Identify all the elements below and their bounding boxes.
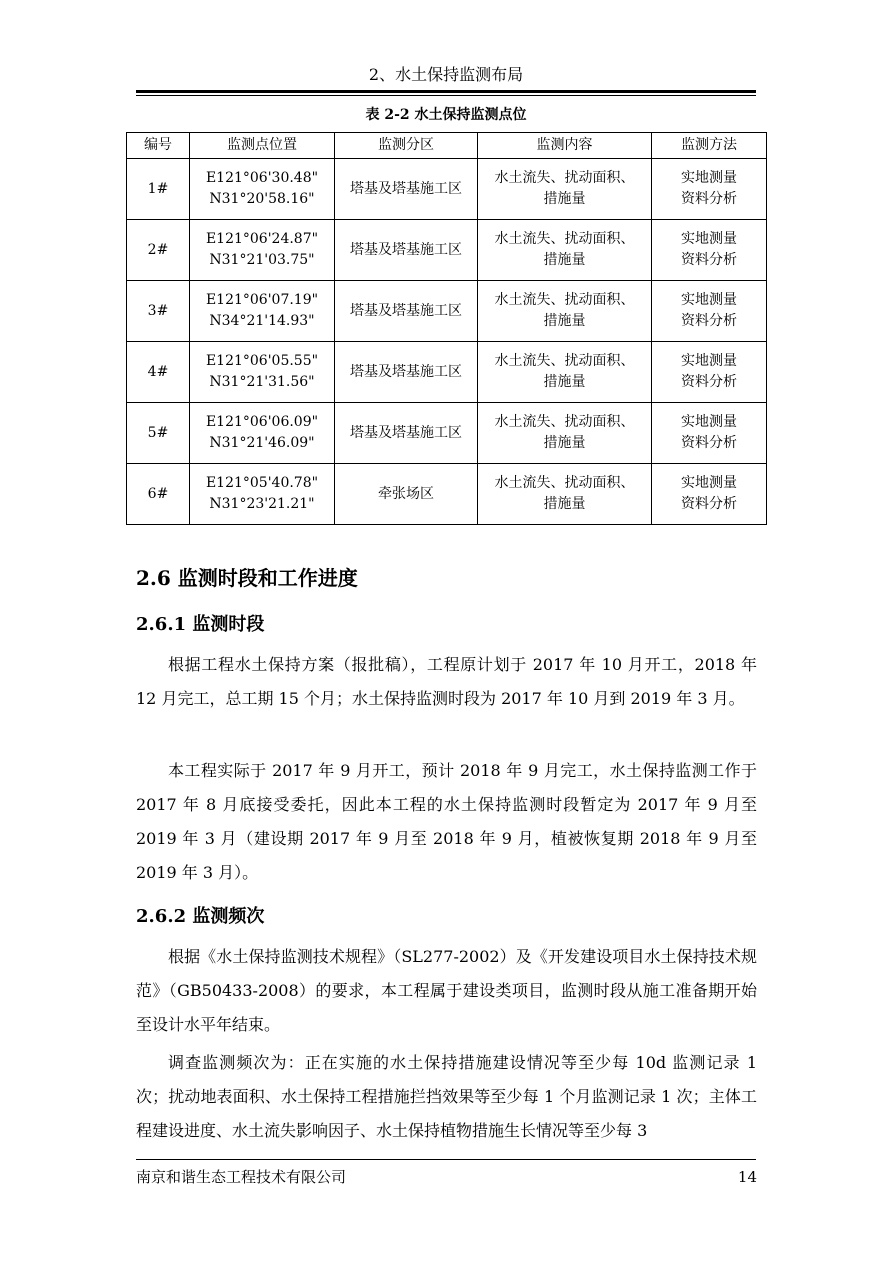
point-location-cell	[190, 403, 335, 464]
monitoring-method-cell-text: 实地测量	[681, 292, 737, 308]
point-id-cell-text: 4#	[147, 363, 169, 380]
point-id-cell	[127, 403, 190, 464]
monitoring-zone-cell-text: 塔基及塔基施工区	[350, 180, 462, 197]
monitoring-content-cell-text: 措施量	[543, 435, 586, 451]
column-header: 编号	[127, 133, 190, 159]
header-divider-thick	[136, 90, 756, 93]
monitoring-method-cell-text: 实地测量	[681, 170, 737, 186]
point-id-cell-text: 2#	[147, 241, 169, 258]
table-row	[127, 159, 767, 220]
point-location-cell	[190, 342, 335, 403]
monitoring-content-cell-text: 措施量	[543, 191, 586, 207]
footer-divider	[136, 1159, 756, 1160]
monitoring-method-cell-text: 资料分析	[681, 252, 737, 268]
monitoring-method-cell-text: 资料分析	[681, 191, 737, 207]
monitoring-content-cell-text: 水土流失、扰动面积、	[494, 170, 635, 186]
table-row	[127, 342, 767, 403]
monitoring-content-cell-text: 水土流失、扰动面积、	[494, 475, 635, 491]
monitoring-method-cell	[652, 464, 767, 525]
point-location-cell-text: E121°06'05.55"	[205, 353, 319, 369]
paragraph: 根据《水土保持监测技术规程》（SL277-2002）及《开发建设项目水土保持技术规范》（GB50433-2008）的要求，本工程属于建设类项目，监测时段从施工准备期开始至设计水平年结束。	[136, 947, 757, 1034]
subsection-heading: 2.6.1 监测时段	[136, 614, 265, 635]
section-heading: 2.6 监测时段和工作进度	[136, 566, 358, 590]
monitoring-method-cell-text: 实地测量	[681, 353, 737, 369]
monitoring-method-cell	[652, 220, 767, 281]
running-header: 2、水土保持监测布局	[368, 65, 524, 84]
monitoring-zone-cell	[335, 464, 478, 525]
table-header-row	[127, 133, 767, 159]
monitoring-zone-cell	[335, 281, 478, 342]
point-location-cell-text: E121°06'06.09"	[205, 414, 319, 430]
monitoring-zone-cell-text: 塔基及塔基施工区	[350, 241, 462, 258]
point-location-cell-text: E121°06'30.48"	[205, 170, 319, 186]
monitoring-zone-cell	[335, 342, 478, 403]
monitoring-content-cell-text: 水土流失、扰动面积、	[494, 231, 635, 247]
monitoring-content-cell	[478, 464, 652, 525]
monitoring-content-cell-text: 措施量	[543, 252, 586, 268]
point-id-cell	[127, 342, 190, 403]
page-number: 14	[737, 1168, 757, 1186]
monitoring-content-cell	[478, 159, 652, 220]
monitoring-content-cell	[478, 342, 652, 403]
table-caption: 表 2-2 水土保持监测点位	[365, 107, 527, 123]
monitoring-method-cell-text: 资料分析	[681, 313, 737, 329]
point-id-cell	[127, 159, 190, 220]
column-header: 监测内容	[478, 133, 652, 159]
monitoring-zone-cell	[335, 220, 478, 281]
monitoring-content-cell-text: 水土流失、扰动面积、	[494, 414, 635, 430]
point-location-cell-text: N31°23'21.21"	[209, 496, 315, 512]
table-row	[127, 403, 767, 464]
monitoring-method-cell-text: 实地测量	[681, 231, 737, 247]
monitoring-method-cell-text: 资料分析	[681, 374, 737, 390]
point-location-cell	[190, 159, 335, 220]
monitoring-method-cell	[652, 159, 767, 220]
point-location-cell-text: E121°06'07.19"	[205, 292, 319, 308]
point-location-cell	[190, 281, 335, 342]
column-header: 监测方法	[652, 133, 767, 159]
paragraph: 本工程实际于 2017 年 9 月开工，预计 2018 年 9 月完工，水土保持监测工作于 2017 年 8 月底接受委托，因此本工程的水土保持监测时段暂定为 2017 年 9 月至 2019 年 3 月（建设期 2017 年 9 月至 2018 年 9 月，植被恢复期 2018 年 9 月至 2019 年 3 月）。	[136, 761, 757, 882]
monitoring-zone-cell-text: 塔基及塔基施工区	[350, 302, 462, 319]
point-id-cell-text: 5#	[147, 424, 169, 441]
monitoring-zone-cell-text: 塔基及塔基施工区	[350, 424, 462, 441]
column-header: 监测分区	[335, 133, 478, 159]
monitoring-zone-cell	[335, 159, 478, 220]
point-id-cell-text: 3#	[147, 302, 169, 319]
monitoring-points-table	[126, 132, 767, 525]
point-location-cell-text: E121°05'40.78"	[205, 475, 319, 491]
point-id-cell-text: 1#	[147, 180, 169, 197]
monitoring-content-cell	[478, 220, 652, 281]
point-location-cell	[190, 220, 335, 281]
monitoring-method-cell-text: 资料分析	[681, 435, 737, 451]
monitoring-method-cell-text: 资料分析	[681, 496, 737, 512]
footer-company: 南京和谐生态工程技术有限公司	[136, 1168, 347, 1186]
point-location-cell-text: N31°20'58.16"	[209, 191, 315, 207]
table-row	[127, 281, 767, 342]
table-row	[127, 220, 767, 281]
monitoring-method-cell	[652, 342, 767, 403]
table-row	[127, 464, 767, 525]
point-location-cell-text: N34°21'14.93"	[209, 313, 315, 329]
column-header: 监测点位置	[190, 133, 335, 159]
monitoring-method-cell-text: 实地测量	[681, 475, 737, 491]
header-divider-thin	[136, 95, 756, 96]
monitoring-content-cell	[478, 403, 652, 464]
paragraph: 根据工程水土保持方案（报批稿），工程原计划于 2017 年 10 月开工，2018 年 12 月完工，总工期 15 个月；水土保持监测时段为 2017 年 10 月到 2019 年 3 月。	[136, 655, 757, 708]
point-location-cell-text: N31°21'31.56"	[209, 374, 315, 390]
point-id-cell	[127, 220, 190, 281]
point-id-cell	[127, 464, 190, 525]
point-location-cell-text: E121°06'24.87"	[205, 231, 319, 247]
monitoring-content-cell-text: 措施量	[543, 313, 586, 329]
point-id-cell-text: 6#	[147, 485, 169, 502]
monitoring-method-cell	[652, 403, 767, 464]
monitoring-content-cell-text: 措施量	[543, 496, 586, 512]
point-location-cell	[190, 464, 335, 525]
monitoring-content-cell	[478, 281, 652, 342]
monitoring-content-cell-text: 措施量	[543, 374, 586, 390]
point-location-cell-text: N31°21'46.09"	[209, 435, 315, 451]
subsection-heading: 2.6.2 监测频次	[136, 906, 265, 927]
monitoring-method-cell	[652, 281, 767, 342]
monitoring-zone-cell-text: 塔基及塔基施工区	[350, 363, 462, 380]
monitoring-zone-cell	[335, 403, 478, 464]
point-id-cell	[127, 281, 190, 342]
monitoring-content-cell-text: 水土流失、扰动面积、	[494, 292, 635, 308]
monitoring-zone-cell-text: 牵张场区	[378, 485, 434, 502]
monitoring-method-cell-text: 实地测量	[681, 414, 737, 430]
point-location-cell-text: N31°21'03.75"	[209, 252, 315, 268]
monitoring-content-cell-text: 水土流失、扰动面积、	[494, 353, 635, 369]
paragraph: 调查监测频次为：正在实施的水土保持措施建设情况等至少每 10d 监测记录 1 次；扰动地表面积、水土保持工程措施拦挡效果等至少每 1 个月监测记录 1 次；主体工程建设进度、水土流失影响因子、水土保持植物措施生长情况等至少每 3	[136, 1053, 757, 1140]
